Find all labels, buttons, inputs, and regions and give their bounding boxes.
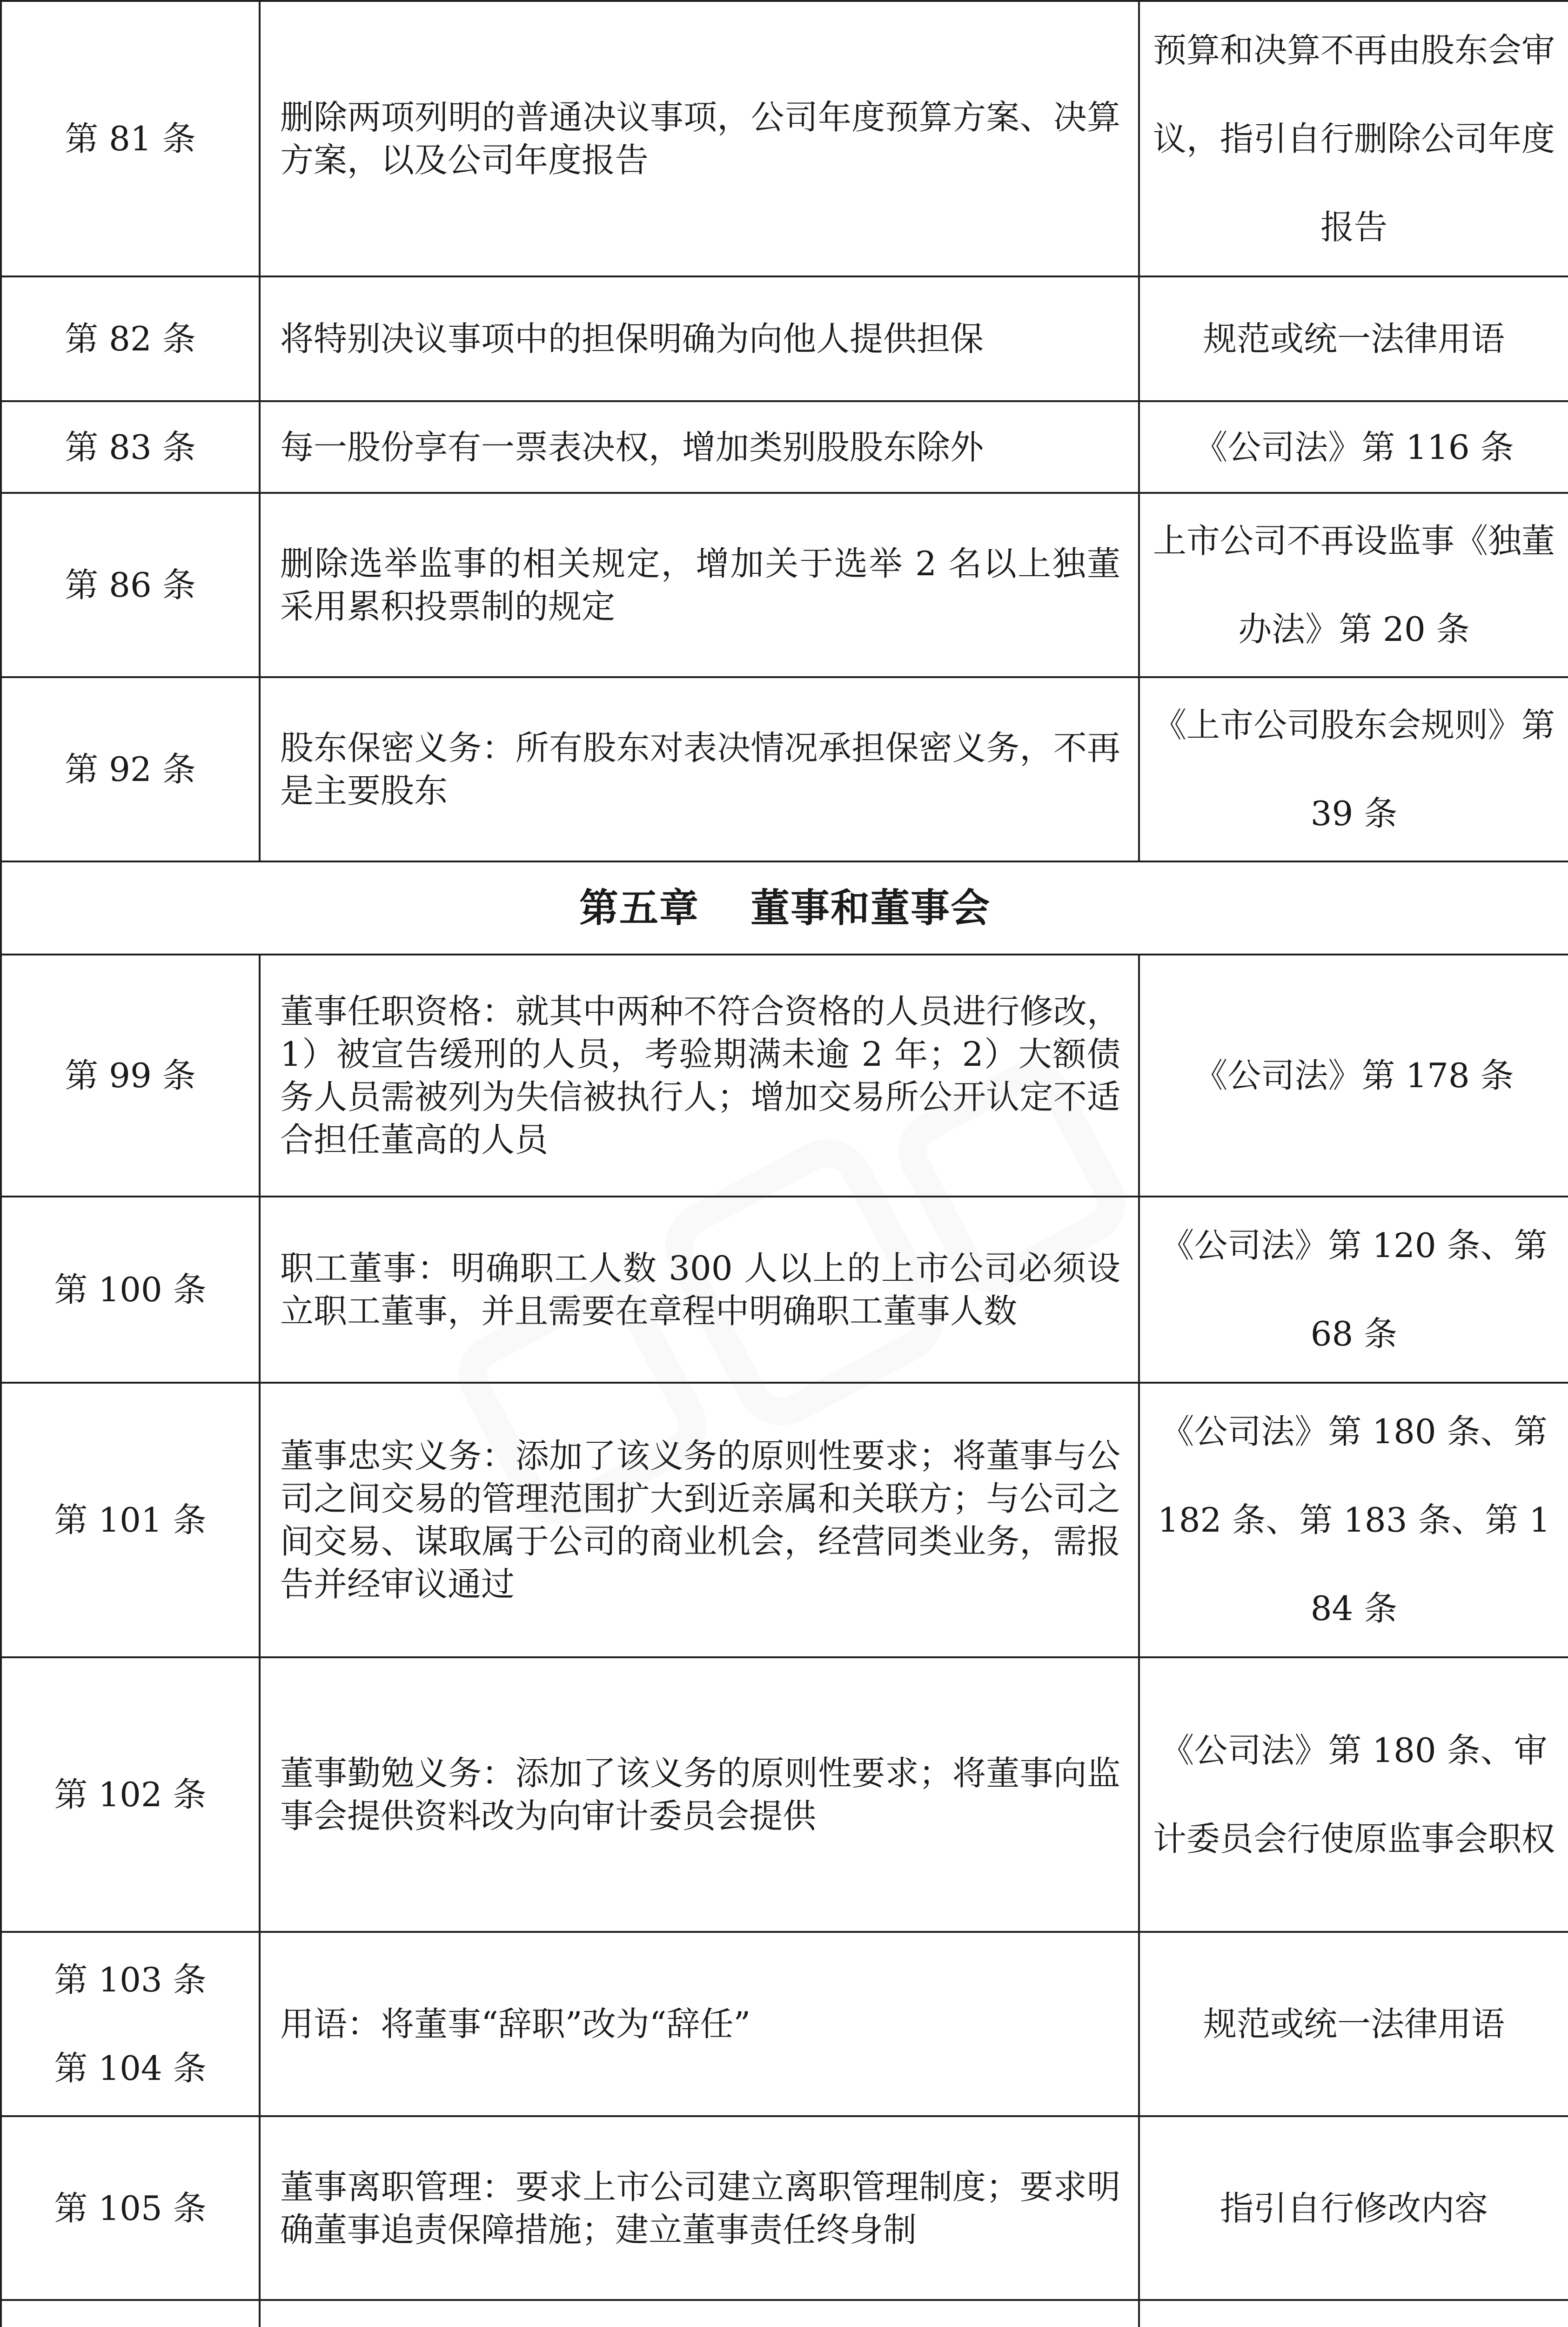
table-row (1, 1383, 1568, 1657)
table-row (1, 401, 1568, 493)
amendment-content: 用语：将董事“辞职”改为“辞任” (260, 1932, 1139, 2116)
amendment-content: 职工董事：明确职工人数 300 人以上的上市公司必须设立职工董事，并且需要在章程中明确职工董事人数 (260, 1197, 1139, 1383)
table-row (1, 1932, 1568, 2116)
legal-basis: 《公司法》第 180 条、第 182 条、第 183 条、第 184 条 (1139, 1383, 1568, 1657)
legal-basis: 上市公司不再设监事《独董办法》第 20 条 (1139, 493, 1568, 677)
article-number: 第 83 条 (1, 401, 260, 493)
legal-basis: 预算和决算不再由股东会审议，指引自行删除公司年度报告 (1139, 1, 1568, 276)
table-row (1, 1657, 1568, 1932)
legal-basis: 《公司法》第 178 条 (1139, 955, 1568, 1197)
table-row (1, 493, 1568, 677)
article-number: 第 86 条 (1, 493, 260, 677)
amendment-content: 删除两项列明的普通决议事项，公司年度预算方案、决算方案，以及公司年度报告 (260, 1, 1139, 276)
table-row (1, 276, 1568, 401)
amendment-content: 董事勤勉义务：添加了该义务的原则性要求；将董事向监事会提供资料改为向审计委员会提供 (260, 1657, 1139, 1932)
table-row (1, 955, 1568, 1197)
legal-basis: 《公司法》第 180 条、审计委员会行使原监事会职权 (1139, 1657, 1568, 1932)
legal-basis (1139, 2300, 1568, 2327)
chapter-title: 董事和董事会 (750, 885, 991, 931)
article-number: 第 82 条 (1, 276, 260, 401)
table-row (1, 2116, 1568, 2300)
legal-basis: 规范或统一法律用语 (1139, 1932, 1568, 2116)
amendment-content: 将特别决议事项中的担保明确为向他人提供担保 (260, 276, 1139, 401)
amendment-content (260, 2300, 1139, 2327)
article-number-line: 第 104 条 (54, 2049, 207, 2088)
legal-basis: 指引自行修改内容 (1139, 2116, 1568, 2300)
amendment-content: 删除选举监事的相关规定，增加关于选举 2 名以上独董采用累积投票制的规定 (260, 493, 1139, 677)
chapter-heading (1, 861, 1568, 955)
article-number: 第 81 条 (1, 1, 260, 276)
legal-basis: 《上市公司股东会规则》第 39 条 (1139, 677, 1568, 861)
article-number: 第 102 条 (1, 1657, 260, 1932)
table-row (1, 1, 1568, 276)
amendment-content: 董事忠实义务：添加了该义务的原则性要求；将董事与公司之间交易的管理范围扩大到近亲属和关联方；与公司之间交易、谋取属于公司的商业机会，经营同类业务，需报告并经审议通过 (260, 1383, 1139, 1657)
chapter-number: 第五章 (579, 885, 699, 931)
table-row (1, 677, 1568, 861)
table-row (1, 2300, 1568, 2327)
article-number: 第 105 条 (1, 2116, 260, 2300)
article-number: 第 101 条 (1, 1383, 260, 1657)
amendment-content: 董事任职资格：就其中两种不符合资格的人员进行修改，1）被宣告缓刑的人员，考验期满未逾 2 年；2）大额债务人员需被列为失信被执行人；增加交易所公开认定不适合担任董高的人员 (260, 955, 1139, 1197)
article-number: 第 92 条 (1, 677, 260, 861)
article-number-line: 第 103 条 (54, 1960, 207, 1999)
article-number (1, 2300, 260, 2327)
legal-basis: 规范或统一法律用语 (1139, 276, 1568, 401)
article-number: 第 99 条 (1, 955, 260, 1197)
article-number: 第 100 条 (1, 1197, 260, 1383)
amendment-content: 每一股份享有一票表决权，增加类别股股东除外 (260, 401, 1139, 493)
article-number (1, 1932, 260, 2116)
amendment-content: 董事离职管理：要求上市公司建立离职管理制度；要求明确董事追责保障措施；建立董事责任终身制 (260, 2116, 1139, 2300)
legal-basis: 《公司法》第 116 条 (1139, 401, 1568, 493)
chapter-heading-row (1, 861, 1568, 955)
legal-basis: 《公司法》第 120 条、第 68 条 (1139, 1197, 1568, 1383)
table-row (1, 1197, 1568, 1383)
amendment-content: 股东保密义务：所有股东对表决情况承担保密义务，不再是主要股东 (260, 677, 1139, 861)
